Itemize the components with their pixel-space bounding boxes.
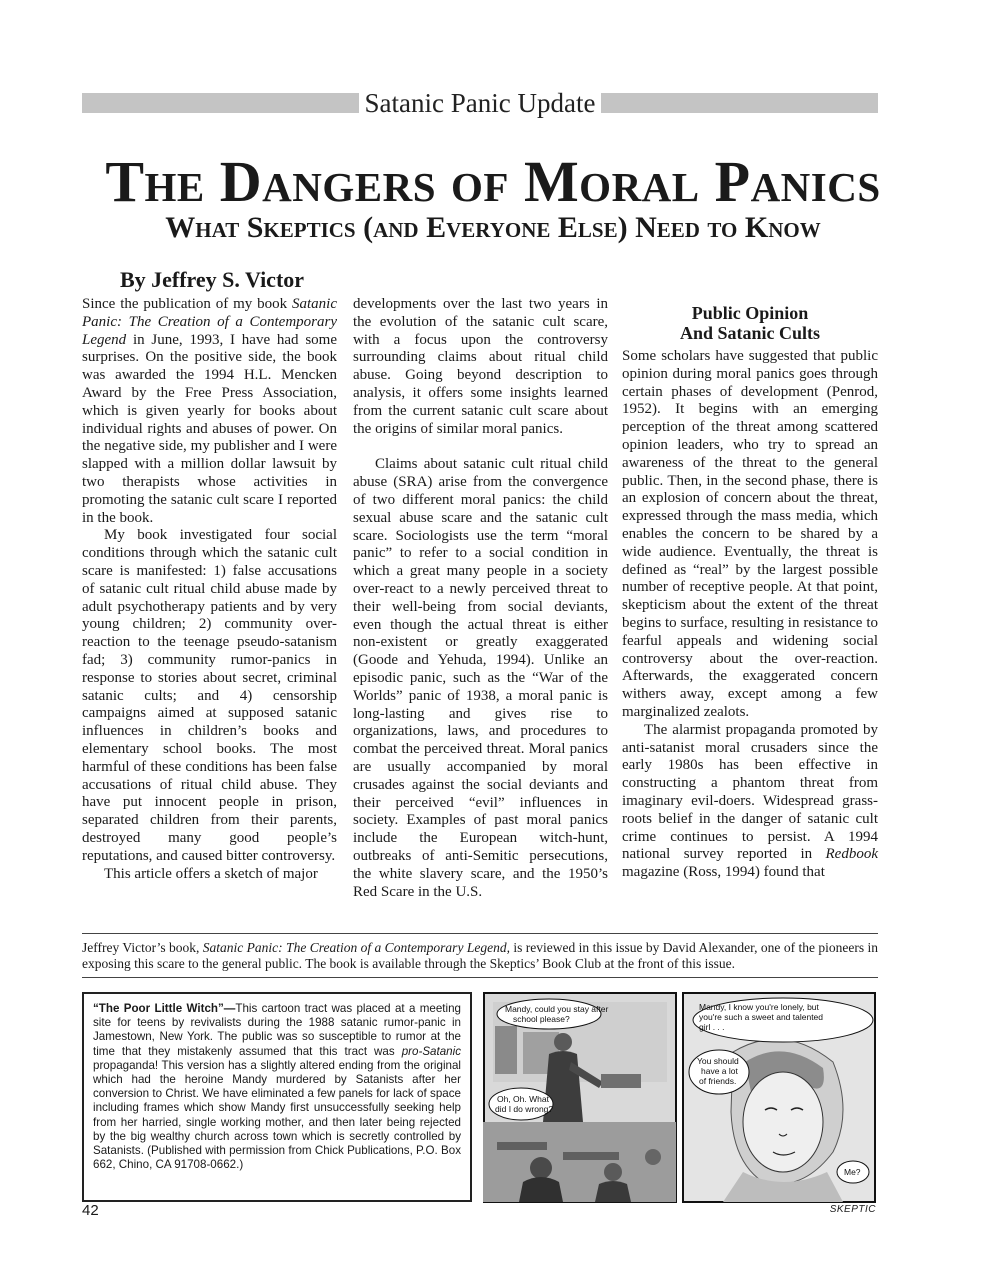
cartoon-caption: [82, 992, 472, 1202]
column-3: [622, 348, 878, 882]
heading-line: Public Opinion: [691, 303, 809, 323]
text: is reviewed in this issue by David Alexander, one of the pioneers in exposing this scare to the general public. The book is available through the Skeptics’ Book Club at the front of this issue.: [82, 940, 879, 971]
heading-line: And Satanic Cults: [679, 323, 821, 343]
text: propaganda! This version has a slightly altered ending from the original which had the heroine Mandy murdered by Satanists after her conversion to Christ. We have eliminated a few panels for lack of space including frames which show Mandy first unsuccessfully seeking help from her harried, single working mother, and then later being rejected by the big wealthy church across town which is secretly controlled by Satanists. (Published with permission from Chick Publications, P.O. Box 662, Chino, CA 91708-0662.): [93, 1058, 461, 1172]
paragraph: My book investigated four social conditions through which the satanic cult scare is manifested: 1) false accusations of satanic cult ritual child abuse made by adult psychotherapy patients and by very young children; 2) community over-reaction to the teenage pseudo-satanism fad; 3) community rumor-panics in response to stories about secret, criminal satanic cults; and 4) censorship campaigns aimed at supposed satanic influences in children’s books and elementary school books. The most harmful of these conditions has been false accusations of ritual child abuse. They have put innocent people in prison, separated children from their parents, destroyed many good people’s reputations, and caused bitter controversy.: [82, 527, 337, 864]
section-bar-right: [601, 93, 878, 113]
section-header: [82, 88, 878, 118]
paragraph: Claims about satanic cult ritual child abuse (SRA) arise from the convergence of two different moral panics: the child sexual abuse scare and the satanic cult scare. Sociologists use the term “moral panic” to refer to a social condition in which a great many people in a society over-react to a newly perceived threat to their well-being from social deviants, even though the actual threat is either non-existent or greatly exaggerated (Goode and Yehuda, 1994). Unlike an episodic panic, such as the “War of the Worlds” panic of 1938, a moral panic is long-lasting and gives rise to organizations, laws, and procedures to combat the perceived threat. Moral panics are usually accompanied by moral crusades against the social deviants and their perceived “evil” influences in society. Examples of past moral panics include the European witch-hunt, outbreaks of anti-Semitic persecutions, the white slavery scare, and the 1950’s Red Scare in the U.S.: [353, 456, 608, 900]
paragraph: [82, 296, 337, 527]
paragraph: developments over the last two years in the evolution of the satanic cult scare, with a focus upon the controversy surrounding claims about ritual child abuse. Going beyond description to analysis, it offers some insights learned from the current satanic cult scare about the origins of similar moral panics.: [353, 296, 608, 437]
bubble-line: girl . . .: [699, 1022, 725, 1032]
magazine-title: Redbook: [825, 846, 878, 863]
column-1: [82, 296, 337, 883]
book-note: [82, 940, 878, 972]
section-label: Satanic Panic Update: [364, 88, 596, 118]
column-2: [353, 296, 608, 901]
article-subtitle: What Skeptics (and Everyone Else) Need to Know: [165, 211, 821, 244]
paragraph: This article offers a sketch of major: [104, 865, 318, 882]
byline: By Jeffrey S. Victor: [119, 267, 305, 292]
section-bar-left: [82, 93, 359, 113]
text: Since the publication of my book: [82, 296, 292, 312]
book-title: Satanic Panic: The Creation of a Contemporary Legend: [82, 296, 337, 348]
text: in June, 1993, I have had some surprises. On the positive side, the book was awarded the 1994 H.L. Mencken Award by the Free Press Association, which is given yearly for books about individual rights and abuses of power. On the negative side, my publisher and I were slapped with a million dollar lawsuit by two therapists whose activities in promoting the satanic cult scare I reported in the book.: [82, 331, 337, 526]
text: This cartoon tract was placed at a meeting site for teens by revivalists during the 1988 satanic rumor-panic in Jamestown, New York. The public was so susceptible to rumor at the time that they mistakenly assumed that this tract was: [93, 1002, 461, 1058]
divider-bottom: [82, 977, 878, 978]
cartoon-panel-1: [483, 993, 676, 1202]
magazine-name: SKEPTIC: [829, 1204, 876, 1215]
text: The alarmist propaganda promoted by anti-satanist moral crusaders since the early 1980s has been effective in constructing a phantom threat from imaginary evil-doers. Widespread grass-roots belief in the danger of satanic cult crime continues to persist. A 1994 national survey reported in: [622, 721, 878, 863]
bubble-line: You should: [697, 1056, 739, 1066]
paragraph: Some scholars have suggested that public opinion during moral panics goes through certain phases of development (Penrod, 1952). It begins with an emerging perception of the threat among scattered opinion leaders, who try to spread an awareness of the threat to the general public. Then, in the second phase, there is an explosion of concern about the threat, expressed through the mass media, which enables the concern to be shared by a wide audience. Eventually, the threat is defined as “real” by the largest possible number of receptive people. At that point, skepticism about the extent of the threat begins to surface, resulting in resistance to fearful appeals and widening social controversy about the over-reaction. Afterwards, the exaggerated concern withers away, except among a few marginalized zealots.: [622, 348, 878, 720]
bubble-line: did I do wrong?: [495, 1104, 554, 1114]
bubble-line: Oh, Oh. What: [497, 1094, 549, 1104]
caption-title: “The Poor Little Witch”—: [93, 1002, 236, 1015]
bubble-line: you're such a sweet and talented: [699, 1012, 824, 1022]
divider-top: [82, 933, 878, 934]
cartoon-strip: [483, 992, 876, 1203]
page-number: 42: [82, 1202, 99, 1219]
paragraph: [622, 722, 878, 882]
bubble-line: school please?: [513, 1014, 570, 1024]
text: magazine (Ross, 1994) found that: [622, 864, 825, 881]
bubble-line: Mandy, could you stay after: [505, 1004, 609, 1014]
book-title: Satanic Panic: The Creation of a Contemporary Legend,: [202, 940, 510, 955]
bubble-line: of friends.: [699, 1076, 737, 1086]
text: pro-Satanic: [401, 1044, 461, 1058]
bubble-line: Me?: [844, 1167, 861, 1177]
article-title: The Dangers of Moral Panics: [105, 149, 881, 214]
cartoon-panel-2: [683, 993, 875, 1202]
bubble-line: Mandy, I know you're lonely, but: [699, 1002, 819, 1012]
text: Jeffrey Victor’s book,: [82, 940, 203, 955]
bubble-line: have a lot: [701, 1066, 738, 1076]
section-heading: [622, 303, 878, 343]
